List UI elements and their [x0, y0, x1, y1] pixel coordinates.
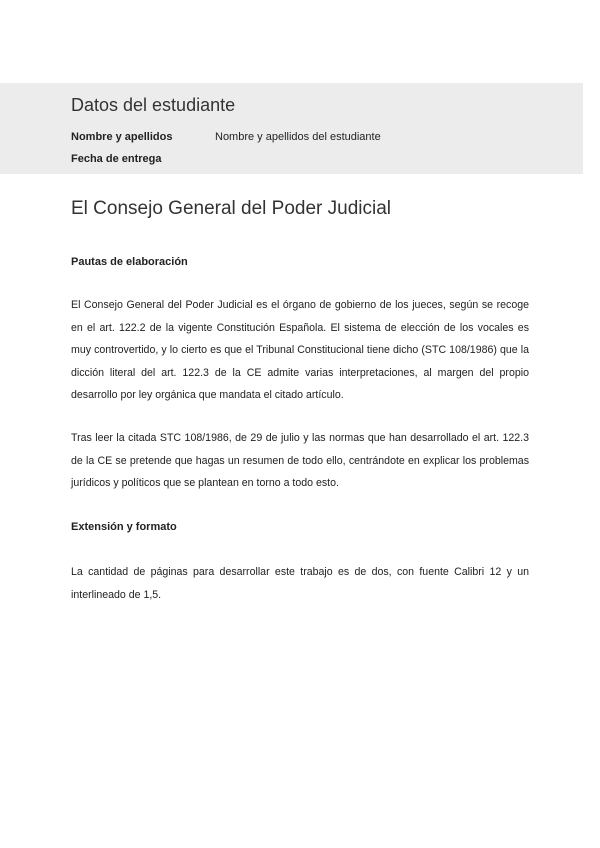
document-title: El Consejo General del Poder Judicial [71, 198, 392, 219]
paragraph-task: Tras leer la citada STC 108/1986, de 29 de julio y las normas que han desarrollado el art. 122.3 de la CE se pretende que hagas un resumen de todo ello, centrándote en explicar los problemas jurídicos y políticos que se plantean en torno a todo esto. [71, 432, 529, 489]
paragraph-format: La cantidad de páginas para desarrollar este trabajo es de dos, con fuente Calibri 12 y un interlineado de 1,5. [71, 566, 529, 601]
section-heading-format: Extensión y formato [71, 521, 177, 533]
student-name-row [71, 131, 381, 143]
section-heading-guidelines: Pautas de elaboración [71, 256, 188, 268]
delivery-date-label: Fecha de entrega [71, 153, 162, 165]
student-name-value: Nombre y apellidos del estudiante [215, 131, 381, 143]
student-info-heading: Datos del estudiante [71, 95, 236, 115]
delivery-date-row [71, 153, 161, 165]
paragraph-intro: El Consejo General del Poder Judicial es el órgano de gobierno de los jueces, según se recoge en el art. 122.2 de la vigente Constitución Española. El sistema de elección de los vocales es muy controvertido, y lo cierto es que el Tribunal Constitucional tiene dicho (STC 108/1986) que la dicción literal del art. 122.3 de la CE admite varias interpretaciones, al margen del propio desarrollo por ley orgánica que mandata el citado artículo. [71, 299, 529, 401]
student-name-label: Nombre y apellidos [71, 131, 173, 143]
